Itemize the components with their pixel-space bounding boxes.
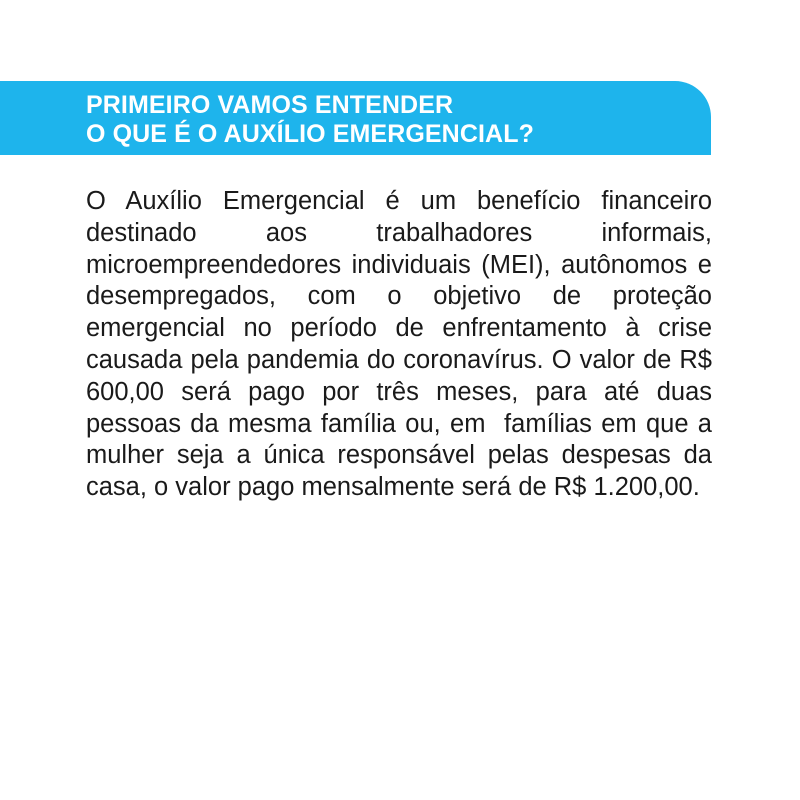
title-banner: [0, 81, 711, 155]
body-paragraph: O Auxílio Emergencial é um benefício financeiro destinado aos trabalhadores informais, microempreendedores individuais (MEI), autônomos e desempregados, com o objetivo de proteção emergencial no período de enfrentamento à crise causada pela pandemia do coronavírus. O valor de R$ 600,00 será pago por três meses, para até duas pessoas da mesma família ou, em famílias em que a mulher seja a única responsável pelas despesas da casa, o valor pago mensalmente será de R$ 1.200,00.: [86, 187, 720, 502]
title-line-1: PRIMEIRO VAMOS ENTENDER: [86, 91, 454, 119]
title-line-2: O QUE É O AUXÍLIO EMERGENCIAL?: [86, 120, 534, 148]
